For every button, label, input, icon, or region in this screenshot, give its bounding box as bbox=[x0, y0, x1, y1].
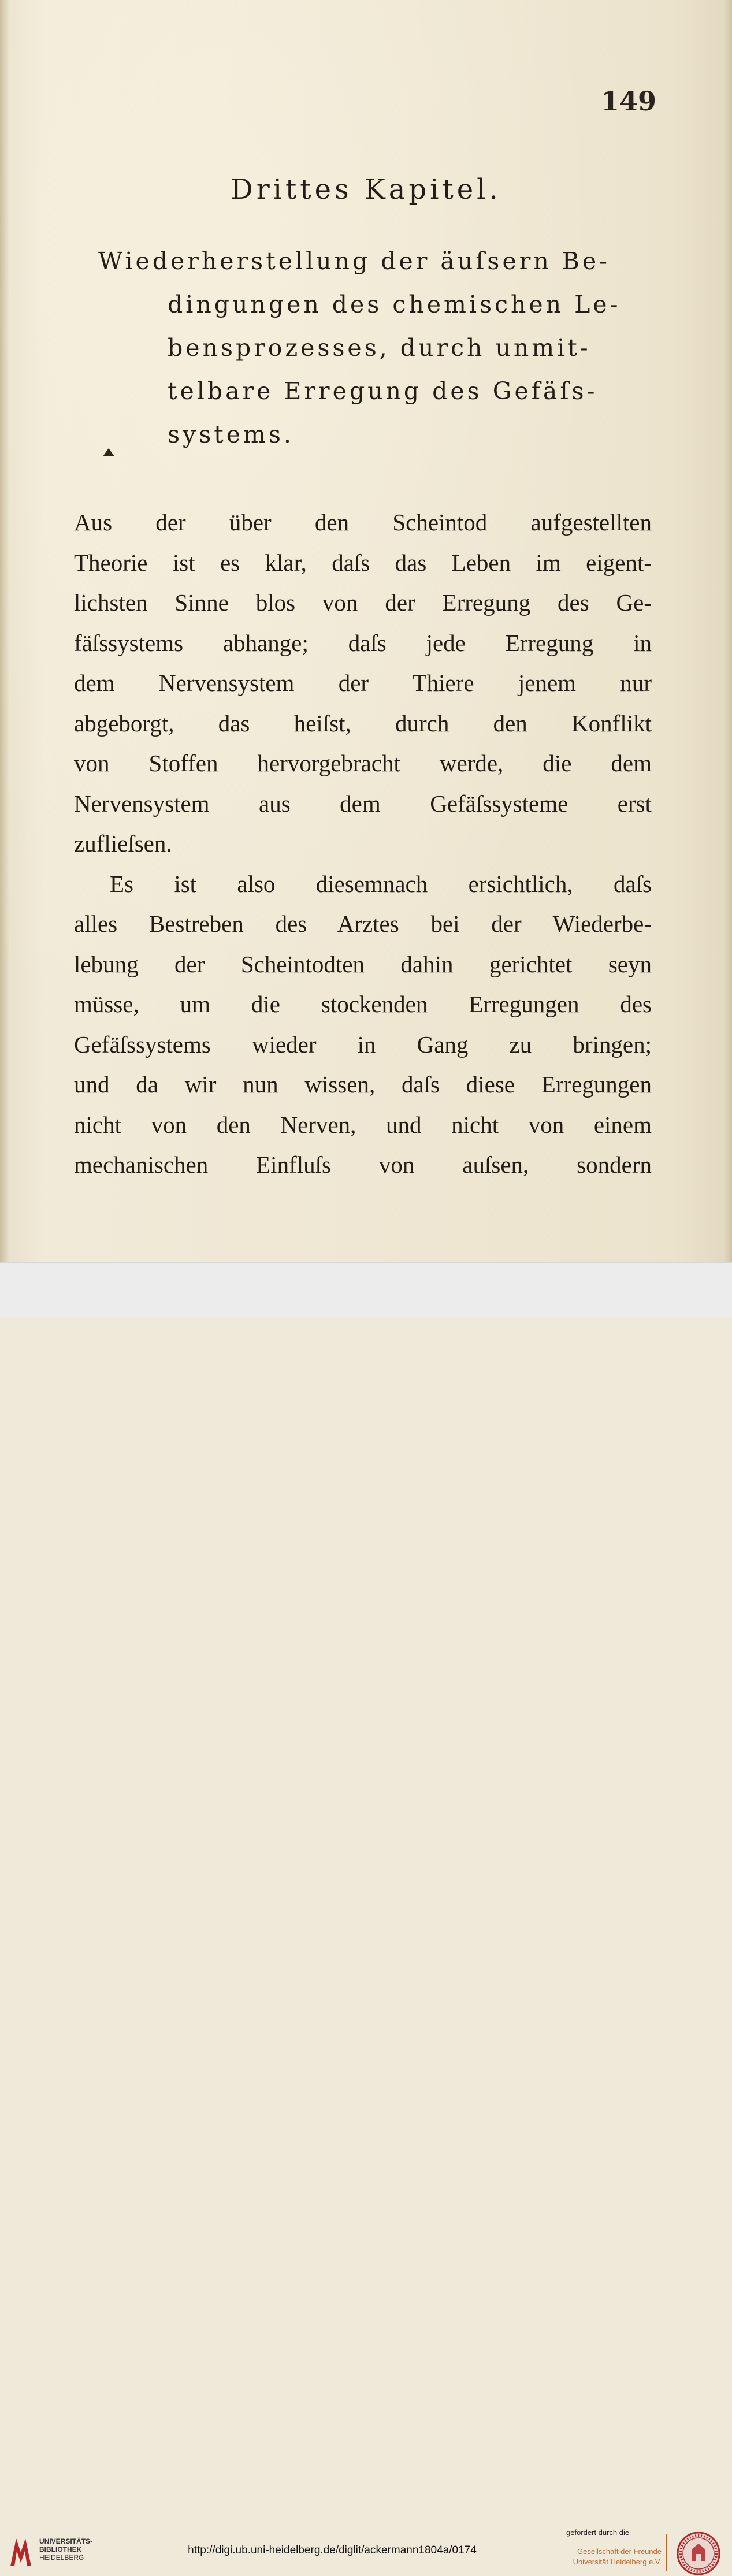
text-line: Nervensystem aus dem Gefäſssysteme erst bbox=[74, 790, 652, 817]
text-line: fäſssystems abhange; daſs jede Erregung in bbox=[74, 629, 652, 656]
society-name bbox=[558, 2547, 662, 2567]
page-number: 149 bbox=[601, 86, 657, 117]
text-line: lebung der Scheintodten dahin gerichtet seyn bbox=[74, 950, 652, 977]
chapter-title: Drittes Kapitel. bbox=[231, 173, 501, 206]
university-seal-icon bbox=[675, 2531, 722, 2576]
text-line: nicht von den Nerven, und nicht von einem bbox=[74, 1111, 652, 1138]
society-name-line: Gesellschaft der Freunde bbox=[577, 2547, 662, 2556]
text-line: Aus der über den Scheintod aufgestellten bbox=[74, 509, 652, 536]
paragraph-1 bbox=[74, 503, 652, 864]
text-line: Es ist also diesemnach ersichtlich, daſs bbox=[110, 870, 652, 897]
text-line: lichsten Sinne blos von der Erregung des Ge- bbox=[74, 589, 652, 616]
permalink-url[interactable]: http://digi.ub.uni-heidelberg.de/diglit/ackermann1804a/0174 bbox=[188, 2544, 477, 2556]
paragraph-2 bbox=[74, 864, 652, 1185]
body-text bbox=[74, 503, 652, 1185]
library-name-line: BIBLIOTHEK bbox=[39, 2545, 82, 2553]
subtitle-line: dingungen des chemischen Le- bbox=[168, 291, 621, 318]
subtitle-line: systems. bbox=[168, 421, 294, 448]
footer-divider bbox=[666, 2534, 667, 2571]
society-name-line: Universität Heidelberg e.V. bbox=[573, 2558, 662, 2566]
text-line: Gefäſssystems wieder in Gang zu bringen; bbox=[74, 1031, 652, 1058]
text-line: müsse, um die stockenden Erregungen des bbox=[74, 991, 652, 1017]
subtitle-line: bensprozesses, durch unmit- bbox=[168, 334, 591, 362]
text-line: und da wir nun wissen, daſs diese Erregungen bbox=[74, 1071, 652, 1098]
text-line: von Stoffen hervorgebracht werde, die dem bbox=[74, 750, 652, 776]
funded-by-label: gefördert durch die bbox=[566, 2528, 630, 2537]
scanned-page bbox=[0, 0, 732, 1262]
text-line: alles Bestreben des Arztes bei der Wiederbe- bbox=[74, 910, 652, 937]
digitization-footer bbox=[0, 1262, 732, 2566]
text-line: abgeborgt, das heiſst, durch den Konflikt bbox=[74, 709, 652, 737]
text-line: Theorie ist es klar, daſs das Leben im eigent- bbox=[74, 549, 652, 576]
chapter-subtitle bbox=[98, 240, 653, 456]
text-line: mechanischen Einfluſs von auſsen, sondern bbox=[74, 1151, 652, 1178]
ornament-mark-icon bbox=[103, 448, 114, 456]
library-name-line: UNIVERSITÄTS- bbox=[39, 2537, 93, 2545]
text-line: dem Nervensystem der Thiere jenem nur bbox=[74, 670, 652, 696]
library-name-line: HEIDELBERG bbox=[39, 2553, 84, 2562]
text-line: zuflieſsen. bbox=[74, 830, 172, 857]
subtitle-line: Wiederherstellung der äuſsern Be- bbox=[98, 247, 611, 275]
subtitle-line: telbare Erregung des Gefäſs- bbox=[168, 377, 598, 405]
